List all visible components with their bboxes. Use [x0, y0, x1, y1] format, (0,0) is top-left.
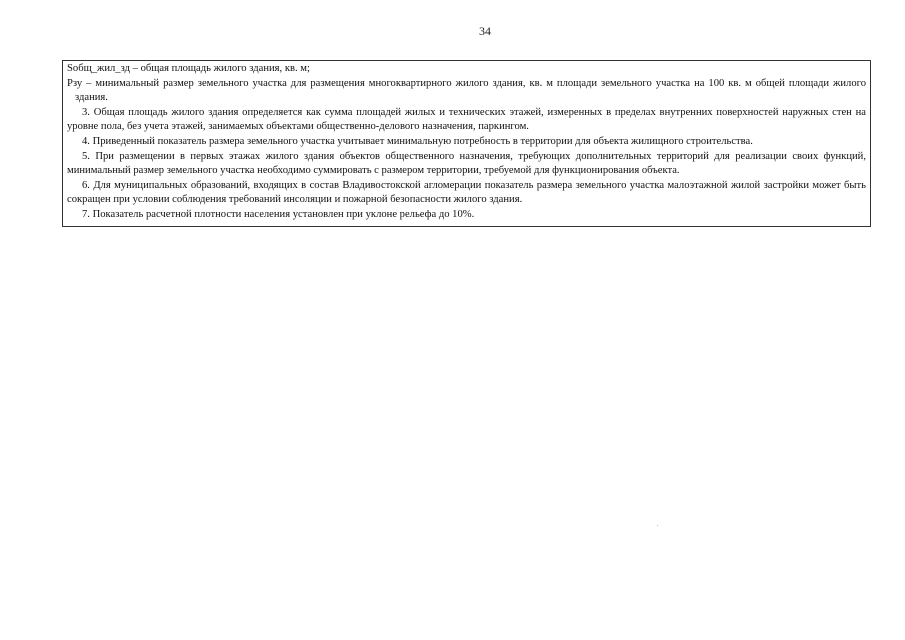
note-4: 4. Приведенный показатель размера земельного участка учитывает минимальную потребность в территории для объекта жилищного строительства.	[82, 135, 753, 147]
scan-speck	[657, 525, 658, 526]
note-7: 7. Показатель расчетной плотности населения установлен при уклоне рельефа до 10%.	[82, 208, 475, 220]
note-plot-size-definition: Рзу – минимальный размер земельного участка для размещения многоквартирного жилого здания, кв. м площади земельного участка на 100 кв. м общей площади жилого здания.	[67, 77, 866, 104]
note-3: 3. Общая площадь жилого здания определяется как сумма площадей жилых и технических этажей, измеренных в пределах внутренних поверхностей наружных стен на уровне пола, без учета этажей, занимаемых объектами общественно-делового назначения, паркингом.	[67, 106, 866, 133]
note-6: 6. Для муниципальных образований, входящих в состав Владивостокской агломерации показатель размера земельного участка малоэтажной жилой застройки может быть сокращен при условии соблюдения требований инсоляции и пожарной безопасности жилого здания.	[67, 179, 866, 206]
note-5: 5. При размещении в первых этажах жилого здания объектов общественного назначения, требующих дополнительных территорий для реализации своих функций, минимальный размер земельного участка необходимо суммировать с размером территории, требуемой для функционирования объекта.	[67, 150, 866, 177]
page-number: 34	[479, 24, 491, 38]
note-area-definition: Sобщ_жил_зд – общая площадь жилого здания, кв. м;	[67, 63, 310, 74]
table-notes-box	[62, 60, 871, 227]
